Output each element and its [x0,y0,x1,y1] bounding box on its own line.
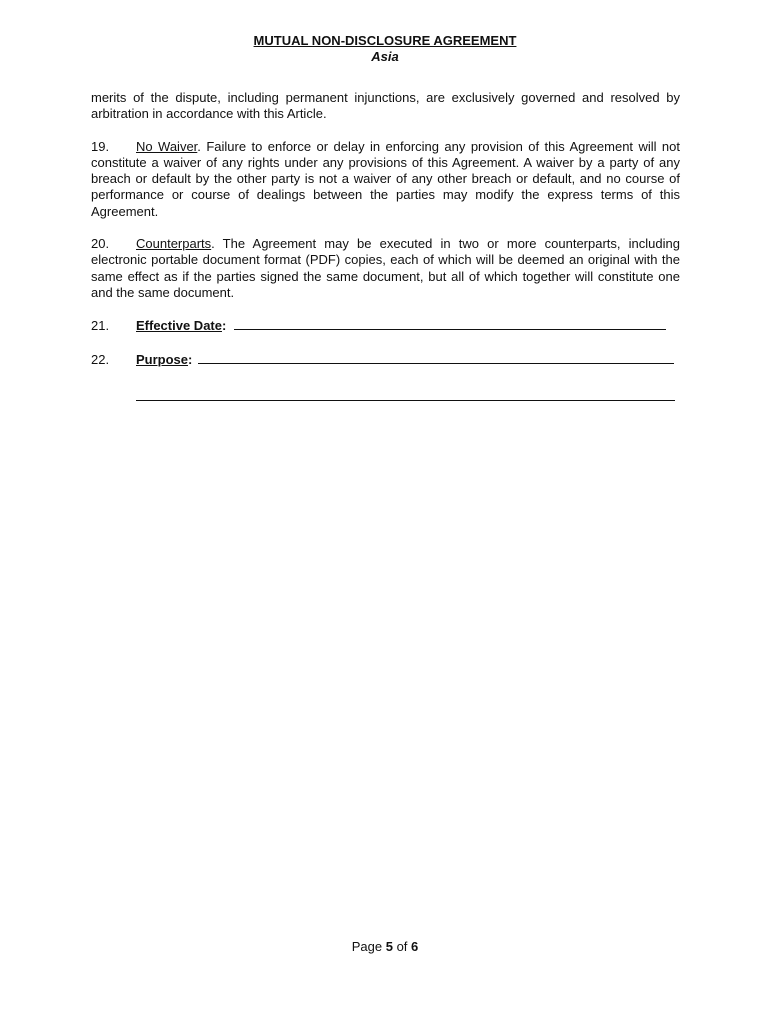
document-title: MUTUAL NON-DISCLOSURE AGREEMENT [253,33,517,48]
purpose-field-continuation[interactable] [136,400,675,401]
section-number: 21. [91,318,110,334]
document-body [91,90,680,401]
section-heading: No Waiver [136,138,198,154]
section-text: . Failure to enforce or delay in enforcing any provision of this Agreement will not constitute a waiver of any rights under any provisions of this Agreement. A waiver by a party of any breach or default by the other party is not a waiver of any other breach or default, and no course of performance or course of dealings between the parties may modify the express terms of this Agreement. [91,138,681,219]
field-label-colon: : [221,318,227,334]
purpose-field[interactable] [198,351,674,364]
section-21-effective-date [91,317,680,334]
effective-date-field[interactable] [234,317,666,330]
page-footer [0,939,770,954]
section-number: 22. [91,351,110,367]
field-label [136,352,192,368]
section-19-no-waiver [91,139,680,220]
section-number: 20. [91,236,110,252]
continuation-paragraph: merits of the dispute, including permanent injunctions, are exclusively governed and resolved by arbitration in accordance with this Article. [91,90,680,122]
document-header [0,33,770,65]
page-total: 6 [411,939,419,954]
page-middle: of [392,939,412,954]
field-label-text: Effective Date [136,318,222,334]
section-number: 19. [91,138,110,154]
document-subtitle: Asia [371,49,399,64]
section-text: . The Agreement may be executed in two or more counterparts, including electronic portable document format (PDF) copies, each of which will be deemed an original with the same effect as if the parties signed the same document, but all of which together will constitute one and the same document. [91,236,680,300]
page-current: 5 [385,939,393,954]
field-label-colon: : [188,351,193,367]
field-label [136,318,226,334]
section-20-counterparts [91,236,680,301]
section-22-purpose [91,351,680,368]
field-label-text: Purpose [136,351,189,367]
page-prefix: Page [351,939,386,954]
section-heading: Counterparts [136,236,212,252]
